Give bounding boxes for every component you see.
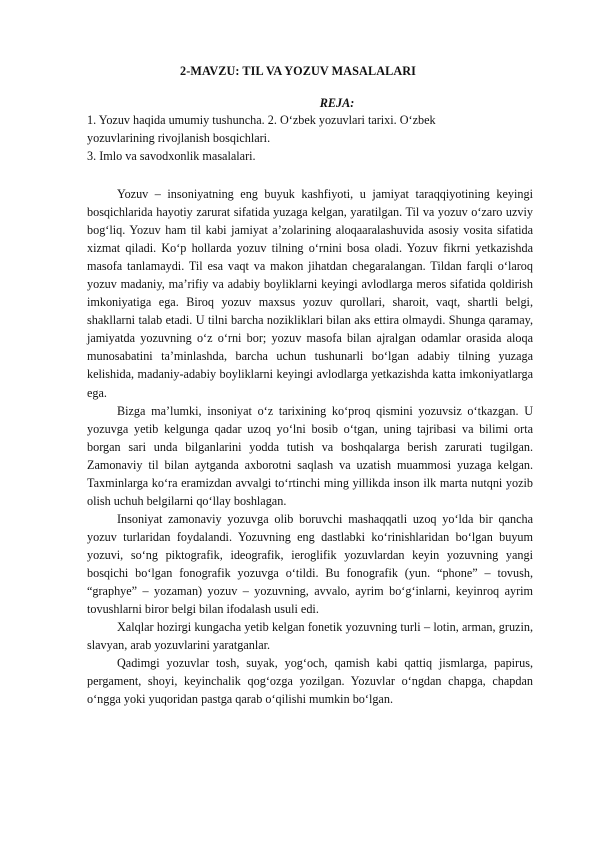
- paragraph: Xalqlar hozirgi kungacha yetib kelgan fonetik yozuvning turli – lotin, arman, gruzin, slavyan, arab yozuvlarini yaratganlar.: [87, 620, 533, 653]
- plan-line: yozuvlarining rivojlanish bosqichlari.: [87, 131, 271, 145]
- paragraph: Qadimgi yozuvlar tosh, suyak, yog‘och, qamish kabi qattiq jismlarga, papirus, pergament, shoyi, keyinchalik qog‘ozga yozilgan. Yozuvlar o‘ngdan chapga, chapdan o‘ngga yoki yuqoridan pastga qarab o‘qilishi mumkin bo‘lgan.: [87, 656, 533, 707]
- paragraph: Bizga ma’lumki, insoniyat o‘z tarixining ko‘proq qismini yozuvsiz o‘tkazgan. U yozuvga yetib kelgunga qadar uzoq yo‘lni bosib o‘tgan, uning tajribasi va bilimi orta borgan sari unda bilganlarini yodda tutish va boshqalarga berish zarurati tugilgan. Zamonaviy til bilan aytganda axborotni saqlash va uzatish muammosi yuzaga kelgan. Taxminlarga ko‘ra eramizdan avvalgi to‘rtinchi ming yillikda inson ilk marta nutqni yozib olish uchuh belgilarni qo‘llay boshlagan.: [87, 403, 533, 508]
- paragraph: Yozuv – insoniyatning eng buyuk kashfiyoti, u jamiyat taraqqiyotining keyingi bosqichlarida hayotiy zarurat sifatida yuzaga kelgan, yaratilgan. Til va yozuv o‘zaro uzviy bog‘liq. Yozuv ham til kabi jamiyat a’zolarining aloqaaralashuvida asosiy vosita sifatida xizmat qiladi. Ko‘p hollarda yozuv tilning o‘rnini bosa oladi. Yozuv fikrni yetkazishda masofa tanlamaydi. Til esa vaqt va makon jihatdan chegaralangan. Tildan farqli o‘laroq yozuv madaniy, ma’rifiy va adabiy boyliklarni keyingi avlodlarga meros sifatida qoldirish imkoniyatiga ega. Biroq yozuv maxsus yozuv qurollari, sharoit, vaqt, shartli belgi, shakllarni talab etadi. U tilni barcha nozikliklari bilan aks ettira olmaydi. Shunga qaramay, jamiyatda yozuvning o‘z o‘rni bor; yozuv masofa bilan ajralgan odamlar orasida aloqa munosabatini ta’minlashda, barcha uchun tushunarli bo‘lgan adabiy tilning yuzaga kelishida, madaniy-adabiy boyliklarni keyingi avlodlarga yetkazishda katta imkoniyatlarga ega.: [87, 187, 533, 400]
- plan-line: 1. Yozuv haqida umumiy tushuncha. 2. O‘zbek yozuvlari tarixi. O‘zbek: [87, 113, 436, 127]
- paragraph: Insoniyat zamonaviy yozuvga olib boruvchi mashaqqatli uzoq yo‘lda bir qancha yozuv turlaridan foydalandi. Yozuvning eng dastlabki ko‘rinishlaridan bo‘lgan buyum yozuvi, so‘ng piktografik, ideografik, ieroglifik yozuvlardan keyin yozuvning yangi bosqichi bo‘lgan fonografik yozuvga o‘tildi. Bu fonografik (yun. “phone” – tovush, “graphye” – yozaman) yozuv – yozuvning, avvalo, ayrim bo‘g‘inlarni, keyinroq ayrim tovushlarni biror belgi bilan ifodalash usuli edi.: [87, 511, 533, 617]
- page-title: 2-MAVZU: TIL VA YOZUV MASALALARI: [180, 64, 416, 78]
- plan-line: 3. Imlo va savodxonlik masalalari.: [87, 149, 256, 163]
- plan-list: [87, 111, 507, 165]
- plan-heading: REJA:: [319, 96, 355, 110]
- body-text: [87, 185, 533, 708]
